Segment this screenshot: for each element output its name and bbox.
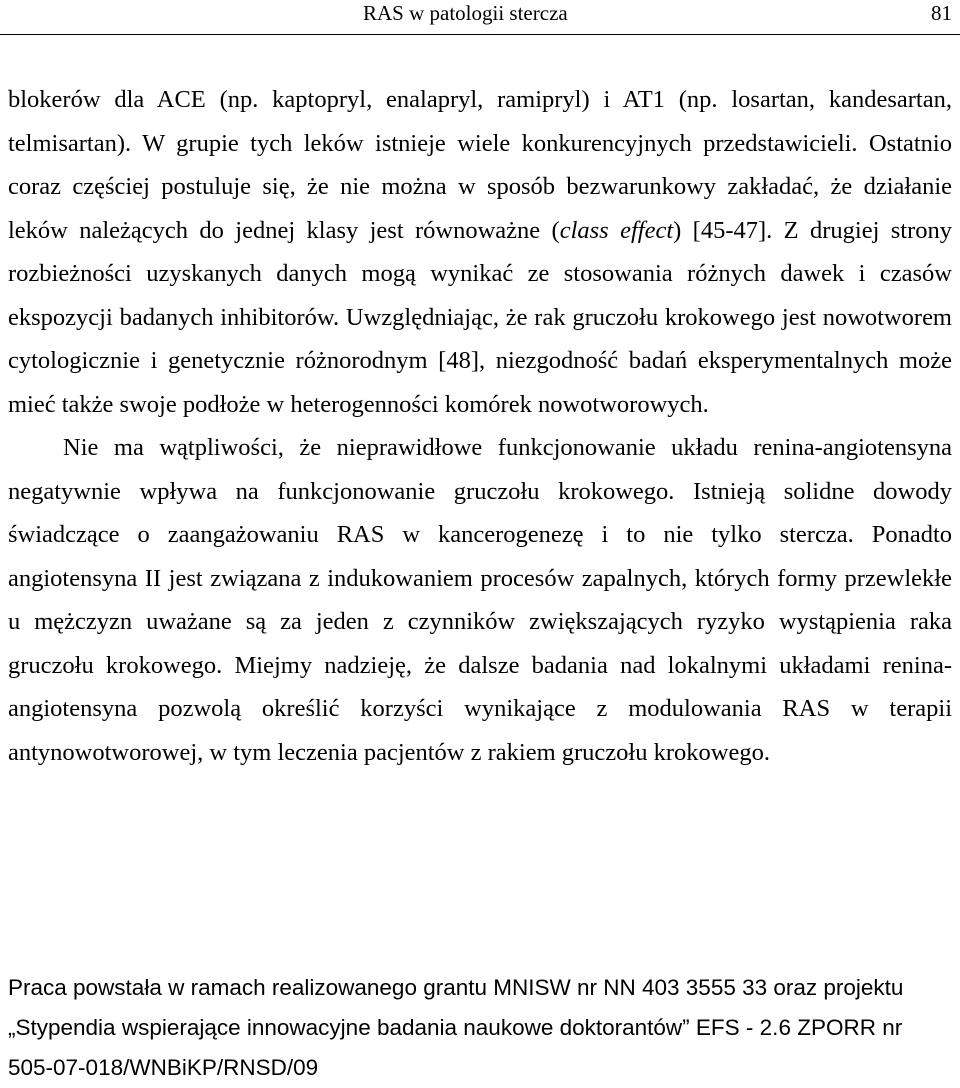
paragraph-1-text-b: ) [45-47]. Z drugiej strony rozbieżności uzyskanych danych mogą wynikać ze stosowania różnych dawek i czasów ekspozycji badanych inhibitorów. Uwzględniając, że rak gruczołu krokowego jest nowotworem cytologicznie i genetycznie różnorodnym [48], niezgodność badań eksperymentalnych może mieć także swoje podłoże w heterogenności komórek nowotworowych. (8, 216, 953, 418)
paragraph-1 (8, 78, 952, 426)
running-header (0, 0, 960, 35)
paragraph-1-text-a: blokerów dla ACE (np. kaptopryl, enalapryl, ramipryl) i AT1 (np. losartan, kandesartan, telmisartan). W grupie tych leków istnieje wiele konkurencyjnych przedstawicieli. Ostatnio coraz częściej postuluje się, że nie można w sposób bezwarunkowy zakładać, że działanie leków należących do jednej klasy jest równoważne ( (8, 86, 952, 244)
funding-note (8, 968, 952, 1088)
page-number: 81 (931, 1, 952, 25)
running-header-title: RAS w patologii stercza (363, 1, 568, 25)
funding-note-text: Praca powstała w ramach realizowanego grantu MNISW nr NN 403 3555 33 oraz projektu „Stypendia wspierające innowacyjne badania naukowe doktorantów” EFS - 2.6 ZPORR nr 505-07-018/WNBiKP/RNSD/09 (8, 975, 904, 1080)
paragraph-2: Nie ma wątpliwości, że nieprawidłowe funkcjonowanie układu renina-angiotensyna negatywnie wpływa na funkcjonowanie gruczołu krokowego. Istnieją solidne dowody świadczące o zaangażowaniu RAS w kancerogenezę i to nie tylko stercza. Ponadto angiotensyna II jest związana z indukowaniem procesów zapalnych, których formy przewlekłe u mężczyzn uważane są za jeden z czynników zwiększających ryzyko wystąpienia raka gruczołu krokowego. Miejmy nadzieję, że dalsze badania nad lokalnymi układami renina-angiotensyna pozwolą określić korzyści wynikające z modulowania RAS w terapii antynowotworowej, w tym leczenia pacjentów z rakiem gruczołu krokowego. (8, 434, 952, 766)
body-text (8, 78, 952, 774)
paragraph-1-italic-term: class effect (559, 216, 674, 244)
